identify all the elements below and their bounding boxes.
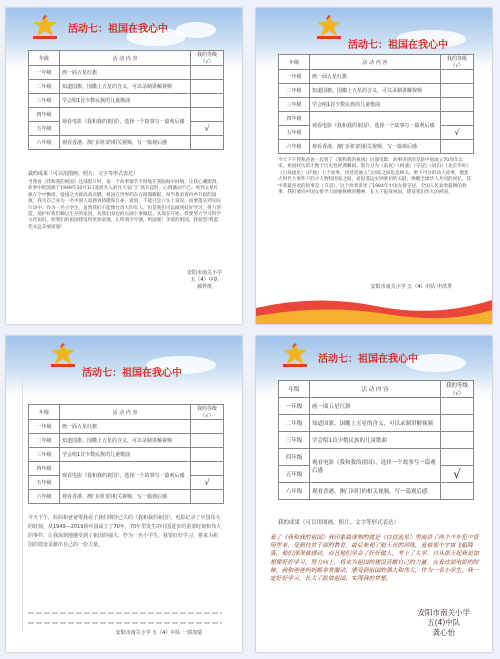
result-label: 我的成果（可以用图画、照片、文字等形式表达） — [28, 171, 139, 177]
check-mark: √ — [441, 126, 474, 140]
table-row: 四年级 观看电影《我和我的祖国》，选择一个故事写一篇观后感 — [29, 108, 224, 122]
table-row: 五年级 √ — [279, 466, 474, 483]
activity-table — [28, 50, 224, 150]
red-wave-decoration — [256, 290, 492, 324]
table-row: 四年级 观看电影《我和我的祖国》，选择一个故事写一篇观后感 — [279, 449, 474, 466]
activity-table: 年级 活 动 内 容 我的等级（√） 一年级 画一面五星红旗 二年级 知道国旗、国徽上五星的含义，可以录制讲解视频 三年级 学会唱1首少数民族的儿童歌曲 四年级 观看电影《我和我的祖国》，选择一个故事写一篇观后感 五年级 √ 六年级 观看香港、澳门回归的相关视频，写一篇观后感 — [278, 380, 474, 500]
table-row: 二年级 知道国旗、国徽上五星的含义，可以录制讲解视频 — [29, 80, 224, 94]
table-row: 一年级 画一面五星红旗 — [279, 70, 474, 84]
young-pioneer-emblem-icon — [28, 12, 62, 42]
table-row: 五年级 √ — [29, 476, 224, 490]
table-row: 二年级 知道国旗、国徽上五星的含义，可以录制讲解视频 — [29, 434, 224, 448]
cloud — [176, 22, 216, 38]
table-row: 三年级 学会唱1首少数民族的儿童歌曲 — [279, 432, 474, 449]
young-pioneer-emblem-icon — [278, 340, 312, 370]
ruled-line — [28, 612, 222, 614]
check-mark: √ — [441, 466, 474, 483]
young-pioneer-emblem-icon — [312, 12, 346, 42]
table-row: 三年级 学会唱1首少数民族的儿童歌曲 — [29, 94, 224, 108]
table-row: 六年级 观看香港、澳门回归的相关视频，写一篇观后感 — [29, 490, 224, 504]
activity-title: 活动七：祖国在我心中 — [68, 24, 168, 35]
table-row: 一年级 画一面五星红旗 — [29, 66, 224, 80]
table-row: 三年级 学会唱1首少数民族的儿童歌曲 — [279, 98, 474, 112]
signature: 安阳市南关小学 五(4)中队 龚心怡 — [417, 608, 470, 637]
table-row: 六年级 观看香港、澳门回归的相关视频，写一篇观后感 — [279, 140, 474, 154]
ruled-line — [28, 622, 222, 624]
activity-title: 活动七：祖国在我心中 — [82, 368, 182, 379]
result-essay: 今天下午我和爸爸一起看了《我和我的祖国》这部电影，故事讲述的是新中国成立70周年以来，祖国经历的无数个历史性经典瞬间。影片分为《前夜》《相遇》《夺冠》《回归》《北京你好》《白昼流星》《护航》七个故事，讲述普通人与国家之间息息相关、密不可分的动人故事，聚焦大时代大事件下的小人物和国家之间，看似遥远实则密切的关联，唤醒全球华人共同的回忆。其中我最喜欢的故事是《夺冠》，这个故事讲述了1984年中国女排夺冠，全国人民欢欣鼓舞的故事。我们要向中国女排学习顽强拼搏的精神，长大了报效祖国，建设我们伟大的祖国。 — [278, 158, 471, 196]
table-row: 四年级 观看电影《我和我的祖国》，选择一个故事写一篇观后感 — [29, 462, 224, 476]
table-row: 二年级 知道国旗、国徽上五星的含义，可以录制讲解视频 — [279, 415, 474, 432]
signature: 安阳市南关小学 五（4）中队 郝梓凯 — [186, 270, 222, 290]
activity-table: 年级 活 动 内 容 我的等级（√） 一年级 画一面五星红旗 二年级 知道国旗、国徽上五星的含义，可以录制讲解视频 三年级 学会唱1首少数民族的儿童歌曲 四年级 观看电影《我和我的祖国》，选择一个故事写一篇观后感 五年级 √ 六年级 观看香港、澳门回归的相关视频，写一篇观后感 — [278, 54, 474, 154]
header-level: 我的等级（√） — [191, 51, 224, 66]
handwritten-essay: 看了《我和我的祖国》我印象最深刻的就是《白昼流星》里面讲了两个少年犯少管所里来，受到扶贫干部的教育，最后参观了航天员的训练，看着那个宇宙飞船降落，他们深深被感动，而且他们学会了好好做人，考上了大学。自从那天起我更加想要好好学习，努力向上，将来为祖国的建设贡献自己的力量。在看这部电影的时候，我和爸爸妈妈都非常激动，感受到祖国的强大和伟大，作为一名小学生，我一定好好学习，长大了报效祖国，实现我的梦想。 — [270, 535, 479, 583]
worksheet-page-2 — [256, 8, 492, 324]
young-pioneer-emblem-icon — [46, 340, 80, 370]
table-row: 四年级 观看电影《我和我的祖国》，选择一个故事写一篇观后感 — [279, 112, 474, 126]
worksheet-page-4 — [256, 336, 492, 652]
table-row: 二年级 知道国旗、国徽上五星的含义，可以录制讲解视频 — [279, 84, 474, 98]
header-grade: 年级 — [29, 51, 60, 66]
table-row: 六年级 观看香港、澳门回归的相关视频，写一篇观后感 — [279, 483, 474, 500]
signature: 安阳市南关小学 五（4）中队 申洪季 — [370, 284, 452, 290]
margin-line — [22, 372, 23, 632]
check-mark: √ — [191, 476, 224, 490]
table-row: 一年级 画一面五星红旗 — [29, 420, 224, 434]
result-essay: 当我看《我和我的祖国》这部影片时，第一个故事情节不时地在我脑海中回响。让我心潮澎湃。故事中把国旗于1949年10月1日凌晨升入前往天安门广场升起时，心情激动不已。看到五星红旗在空中飘扬，爱国之火被高高点燃。祖国在世界的东方璀璨耀眼，每当我看着冉冉升起的国旗，我为自己身为一名中国人而感到骄傲和自豪，爱国，不能只是口头上说说，而要落实到实际行动中。作为一名小学生，虽然我们不能像台湾大的军人、但是我们可以做到好好学习，努力创造，爱护好我们赖以生存的家园，从我们身边的点滴小事做起。从现在开始，我要努力学习科学文化知识，把我们的祖国建设得更加富强，正所谓少年强，则国强！亲爱的祖国，我爱您!我愿您永远美丽富强! — [28, 180, 221, 230]
worksheet-page-3 — [6, 336, 242, 652]
activity-table: 年级 活 动 内 容 我的等级（√） 一年级 画一面五星红旗 二年级 知道国旗、国徽上五星的含义，可以录制讲解视频 三年级 学会唱1首少数民族的儿童歌曲 四年级 观看电影《我和我的祖国》，选择一个故事写一篇观后感 五年级 √ 六年级 观看香港、澳门回归的相关视频，写一篇观后感 — [28, 404, 224, 504]
check-mark: √ — [191, 122, 224, 136]
table-row: 五年级 √ — [279, 126, 474, 140]
table-row: 三年级 学会唱1首少数民族的儿童歌曲 — [29, 448, 224, 462]
result-essay: 今天下午，妈妈和爸爸带我看了我们期待已久的《我和我的祖国》，电影记录了中国伟大的时刻，从1949—2019新中国成立了70年，70年里发生的中国进步的重要时刻和伟大的事件，让我深刻地感受到了祖国的强大，作为一名小学生，我要好好学习，将来为祖国的建设贡献出自己的一份力量。 — [28, 515, 222, 548]
worksheet-page-1 — [6, 8, 242, 324]
header-content: 活 动 内 容 — [60, 51, 191, 66]
table-row: 一年级 画一面五星红旗 — [279, 398, 474, 415]
table-row: 五年级 √ — [29, 122, 224, 136]
result-label: 我的成果（可以用图画、照片、文字等形式表达） — [278, 520, 400, 526]
activity-title: 活动七：祖国在我心中 — [318, 354, 418, 365]
signature: 安阳市南关小学 五（4）中队 一郭加瑞 — [115, 630, 202, 636]
activity-title: 活动七：祖国在我心中 — [348, 40, 448, 51]
table-row: 六年级 观看香港、澳门回归的相关视频，写一篇观后感 — [29, 136, 224, 150]
